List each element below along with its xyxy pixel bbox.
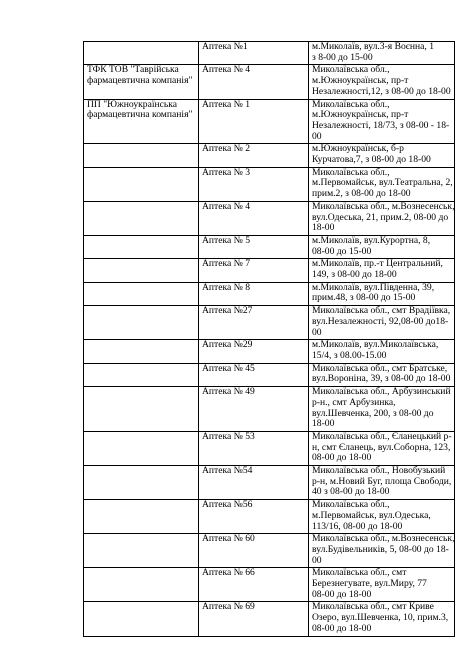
address-line: Миколаївська обл., [312,64,390,76]
address-line: Миколаївська обл., смт [312,567,407,579]
pharmacy-cell [199,144,309,167]
pharmacy-name: Аптека № 8 [202,281,251,293]
address-line: Миколаївська обл., смт Врадіївка, [312,305,451,317]
company-name-line: ПП "Южноукраїнська [87,98,178,110]
pharmacy-table [83,41,455,637]
company-cell [84,167,199,201]
address-line: з 8-00 до 15-00 [312,51,373,63]
address-line: 08-00 до 18-00 [312,452,372,464]
address-line: прим.2, з 08-00 до 18-00 [312,188,411,200]
pharmacy-cell [199,65,309,99]
company-cell [84,431,199,465]
address-line: м.Миколаїв, вул.3-я Воєнна, 1 [312,41,435,52]
company-name-line: ТФК ТОВ "Таврійська [87,64,179,76]
address-cell [309,568,455,602]
company-cell [84,259,199,282]
table-row [84,65,455,99]
address-line: Миколаївська обл., [312,499,390,511]
company-cell [84,42,199,65]
pharmacy-name: Аптека № 66 [202,567,255,579]
address-line: 18-00 [312,418,335,430]
address-line: Озеро, вул.Шевченка, 10, прим.3, [312,612,449,624]
address-cell [309,534,455,568]
address-line: м.Миколаїв, вул.Курортна, 8, [312,234,431,246]
table-row [84,42,455,65]
address-line: прим.48, з 08-00 до 15-00 [312,292,416,304]
pharmacy-cell [199,500,309,534]
pharmacy-name: Аптека № 2 [202,143,251,155]
table-row [84,431,455,465]
company-cell [84,99,199,144]
address-line: м.Миколаїв, пр.-т Центральний, [312,258,443,270]
pharmacy-name: Аптека № 5 [202,234,251,246]
address-cell [309,167,455,201]
address-cell [309,235,455,258]
address-line: м.Миколаїв, вул.Південна, 39, [312,281,435,293]
pharmacy-cell [199,99,309,144]
pharmacy-cell [199,466,309,500]
pharmacy-name: Аптека № 69 [202,601,255,613]
address-cell [309,387,455,432]
document-page [83,41,455,637]
address-line: Миколаївська обл., Новобузький [312,465,446,477]
address-line: м.Южноукраїнськ, пр-т [312,109,409,121]
address-line: м.Южноукраїнськ, пр-т [312,75,409,87]
address-line: 08-00 до 15-00 [312,245,372,257]
company-cell [84,282,199,305]
table-row [84,466,455,500]
address-line: Миколаївська обл., Єланецький р- [312,430,452,442]
table-row [84,363,455,386]
pharmacy-name: Аптека №27 [202,305,253,317]
company-cell [84,201,199,235]
pharmacy-name: Аптека № 49 [202,386,255,398]
company-cell [84,340,199,363]
pharmacy-name: Аптека № 53 [202,430,255,442]
table-row [84,306,455,340]
company-cell [84,500,199,534]
pharmacy-cell [199,340,309,363]
address-line: р-н., смт Арбузинка, [312,396,396,408]
company-cell [84,235,199,258]
address-line: вул.Вороніна, 39, з 08-00 до 18-00 [312,373,451,385]
address-line: 40 з 08-00 до 18-00 [312,486,390,498]
address-line: Миколаївська обл., смт Братське, [312,362,448,374]
table-row [84,387,455,432]
address-line: Миколаївська обл., Арбузинський [312,386,451,398]
address-cell [309,259,455,282]
address-cell [309,363,455,386]
table-row [84,500,455,534]
table-row [84,167,455,201]
address-cell [309,65,455,99]
address-cell [309,602,455,636]
company-name-line: фармацевтична компанія" [87,109,193,121]
table-row [84,235,455,258]
address-cell [309,99,455,144]
company-cell [84,466,199,500]
pharmacy-cell [199,387,309,432]
address-line: вул.Одеська, 21, прим.2, 08-00 до [312,211,449,223]
company-cell [84,568,199,602]
address-cell [309,466,455,500]
pharmacy-cell [199,167,309,201]
address-line: н, смт Єланець, вул.Соборна, 123, [312,441,451,453]
pharmacy-name: Аптека № 7 [202,258,251,270]
address-line: Миколаївська обл., смт Криве [312,601,434,613]
table-row [84,259,455,282]
address-cell [309,340,455,363]
address-cell [309,201,455,235]
company-cell [84,65,199,99]
pharmacy-cell [199,534,309,568]
address-line: Миколаївська обл., м.Вознесенськ, [312,200,455,212]
pharmacy-name: Аптека №54 [202,465,253,477]
table-row [84,144,455,167]
pharmacy-name: Аптека №56 [202,499,253,511]
address-line: вул.Незалежності, 92,08-00 до18- [312,315,449,327]
address-line: Незалежності,12, з 08-00 до 18-00 [312,85,451,97]
company-cell [84,144,199,167]
pharmacy-name: Аптека №29 [202,339,253,351]
address-line: р-н, м.Новий Буг, площа Свободи, [312,475,452,487]
company-cell [84,534,199,568]
table-row [84,201,455,235]
address-line: 149, з 08-00 до 18-00 [312,269,397,281]
address-line: 08-00 до 18-00 [312,622,372,634]
address-cell [309,282,455,305]
company-cell [84,387,199,432]
pharmacy-name: Аптека № 3 [202,166,251,178]
table-row [84,534,455,568]
pharmacy-name: Аптека № 45 [202,362,255,374]
address-cell [309,42,455,65]
table-row [84,340,455,363]
address-line: 00 [312,554,322,566]
pharmacy-cell [199,363,309,386]
address-line: м.Первомайськ, вул.Одеська, [312,509,431,521]
address-line: м.Миколаїв, вул.Миколаївська, [312,339,439,351]
pharmacy-name: Аптека № 60 [202,533,255,545]
table-row [84,282,455,305]
company-cell [84,363,199,386]
company-cell [84,306,199,340]
pharmacy-table-body [84,42,455,637]
address-cell [309,306,455,340]
pharmacy-cell [199,42,309,65]
address-line: Миколаївська обл., м.Вознесенськ, [312,533,455,545]
address-line: 15/4, з 08.00-15.00 [312,349,387,361]
pharmacy-name: Аптека № 4 [202,64,251,76]
address-line: 00 [312,130,322,142]
pharmacy-name: Аптека № 4 [202,200,251,212]
address-line: 08-00 до 18-00 [312,588,372,600]
pharmacy-cell [199,201,309,235]
address-line: м.Южноукраїнськ, б-р [312,143,404,155]
pharmacy-name: Аптека № 1 [202,98,251,110]
address-line: Курчатова,7, з 08-00 до 18-00 [312,154,431,166]
address-cell [309,144,455,167]
pharmacy-cell [199,282,309,305]
address-line: Березнегувате, вул.Миру, 77 [312,578,427,590]
pharmacy-cell [199,235,309,258]
address-line: 18-00 [312,222,335,234]
address-line: Миколаївська обл., [312,166,390,178]
pharmacy-name: Аптека №1 [202,41,248,52]
table-row [84,602,455,636]
pharmacy-cell [199,306,309,340]
table-row [84,99,455,144]
company-cell [84,602,199,636]
table-row [84,568,455,602]
address-line: 113/16, 08-00 до 18-00 [312,520,403,532]
company-name-line: фармацевтична компанія" [87,75,193,87]
address-cell [309,431,455,465]
address-line: м.Первомайськ, вул.Театральна, 2, [312,177,453,189]
address-line: 00 [312,326,322,338]
address-line: Миколаївська обл., [312,98,390,110]
address-cell [309,500,455,534]
pharmacy-cell [199,602,309,636]
address-line: вул.Шевченка, 200, з 08-00 до [312,407,434,419]
pharmacy-cell [199,568,309,602]
address-line: вул.Будівельників, 5, 08-00 до 18- [312,543,449,555]
pharmacy-cell [199,431,309,465]
address-line: Незалежності, 18/73, з 08-00 - 18- [312,119,450,131]
pharmacy-cell [199,259,309,282]
